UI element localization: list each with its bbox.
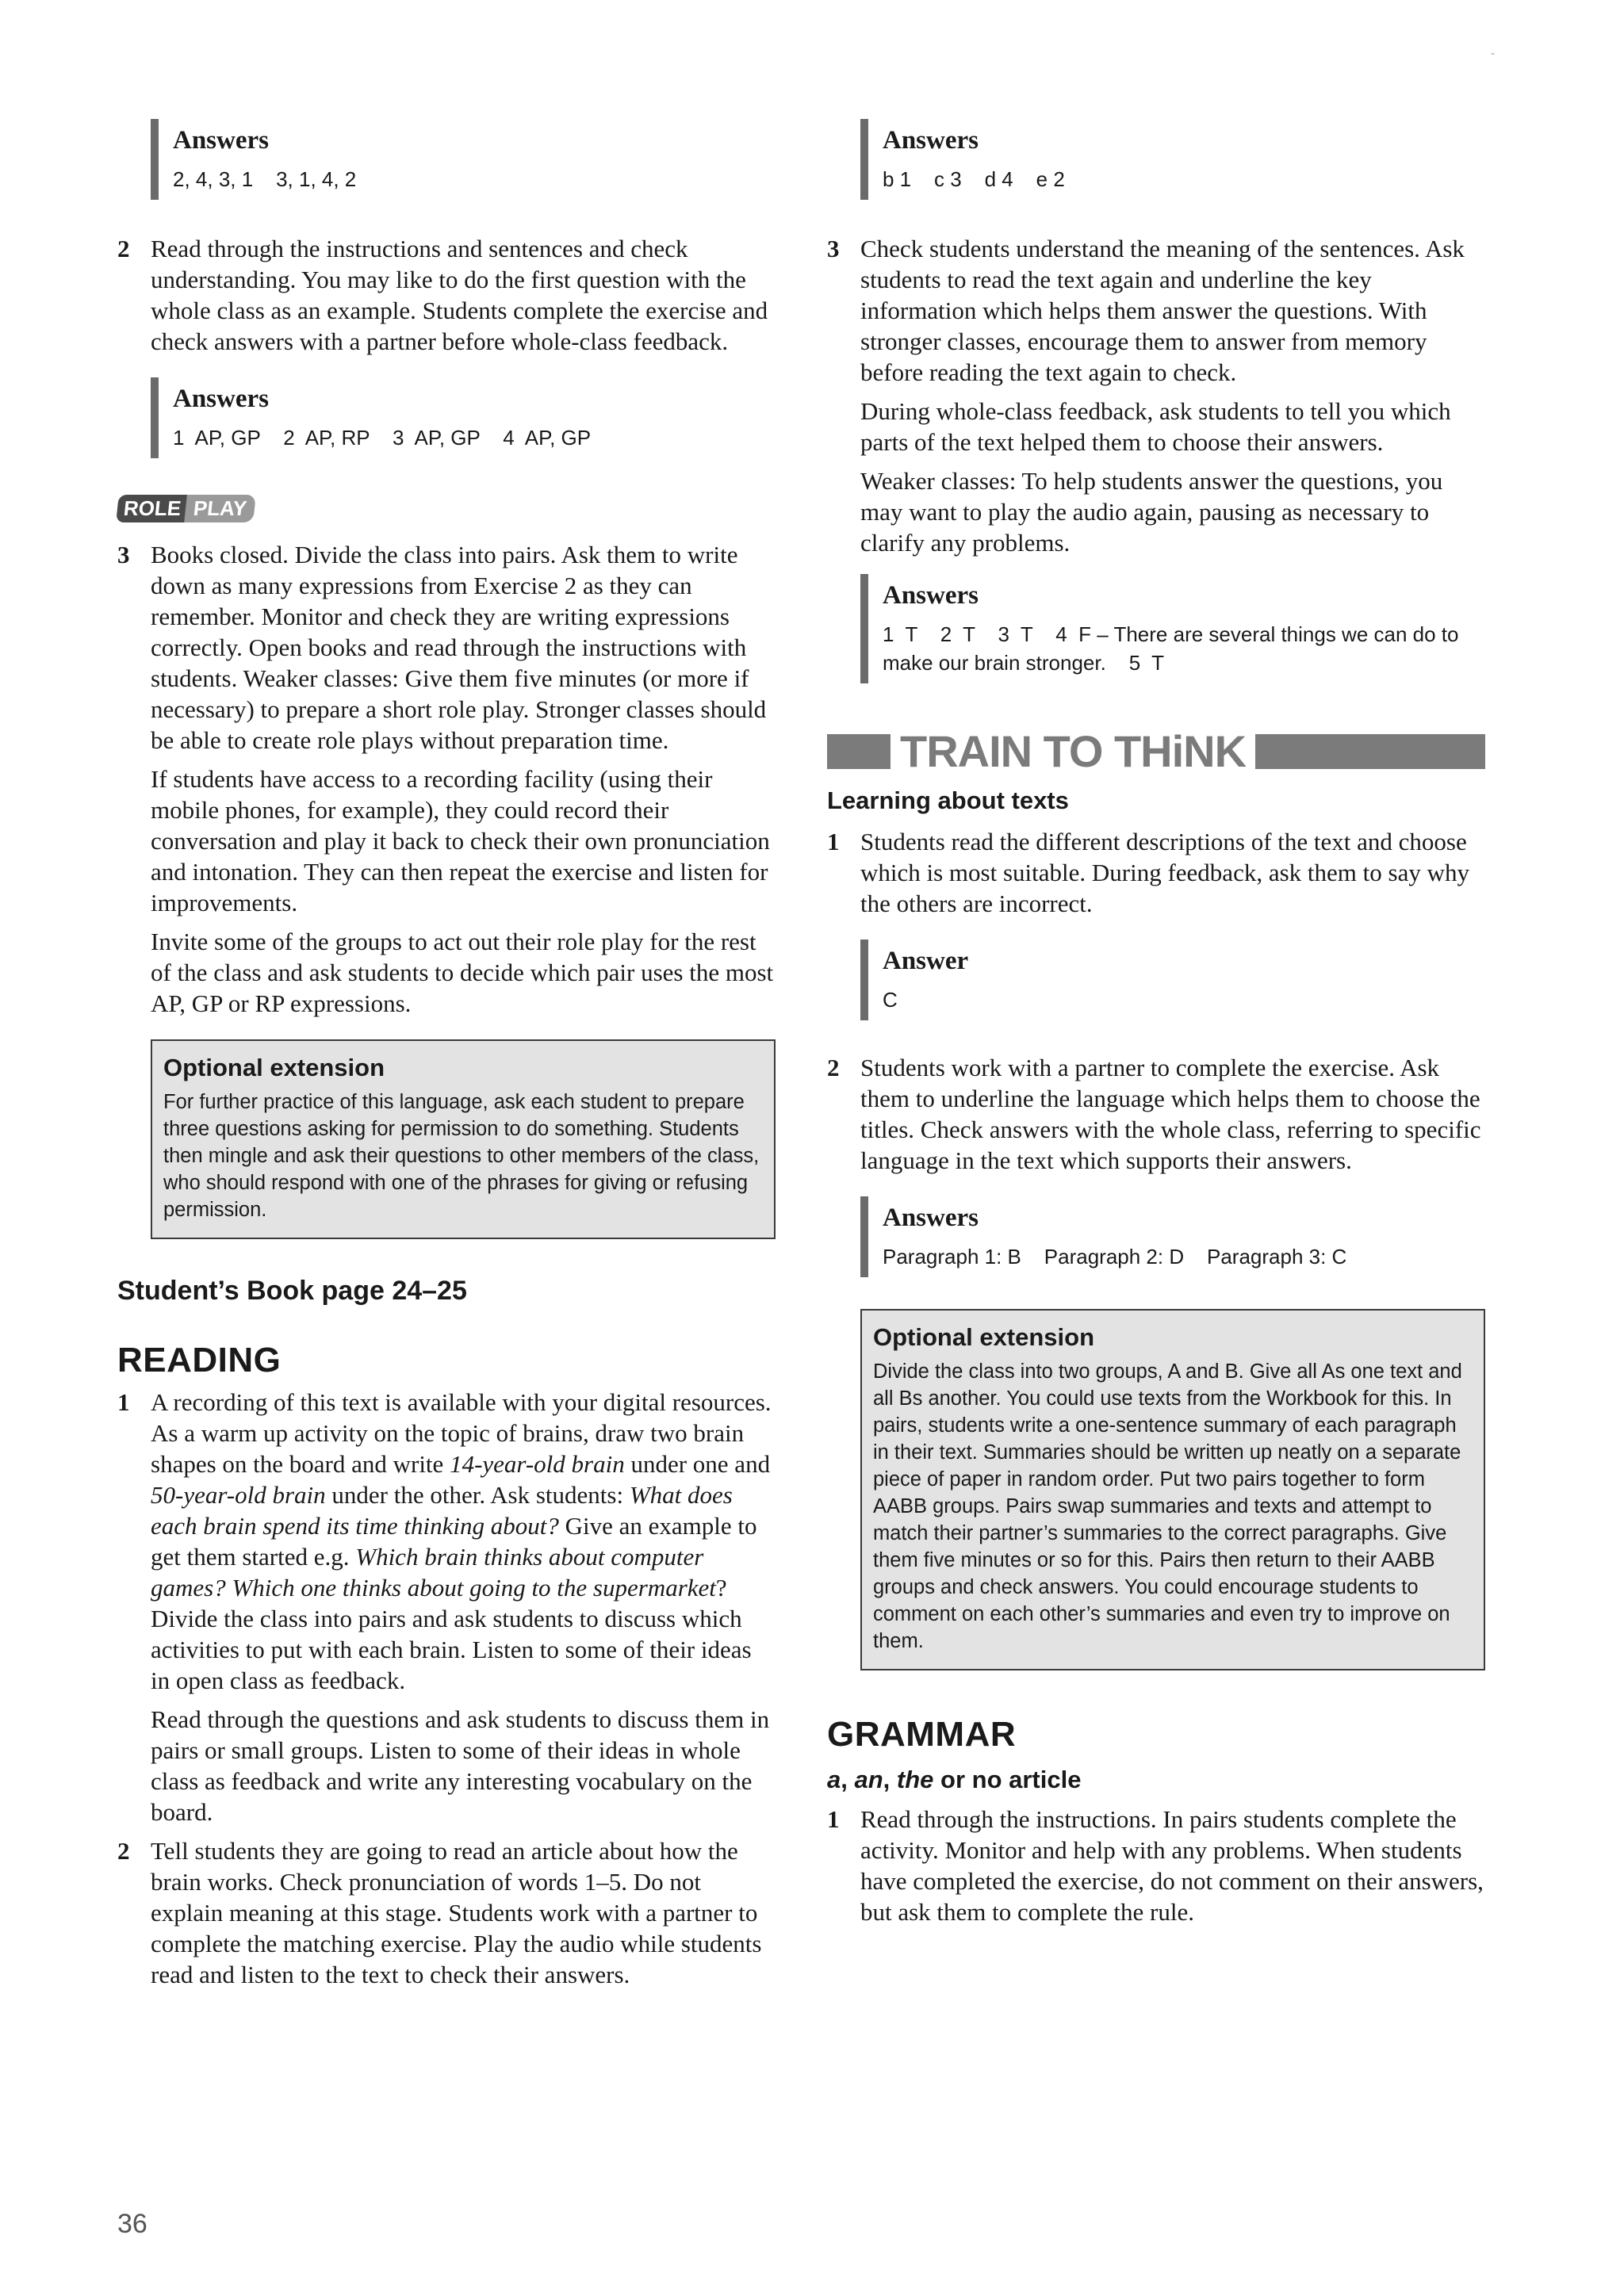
answers-text: Paragraph 1: B Paragraph 2: D Paragraph 3: C — [883, 1245, 1347, 1269]
exercise-item — [117, 539, 776, 1019]
corner-mark: - — [1491, 48, 1496, 60]
optional-extension-box — [860, 1309, 1485, 1670]
optional-extension-heading: Optional extension — [873, 1323, 1095, 1351]
italic-phrase: What does each brain spend its time thinking about? — [151, 1481, 733, 1540]
text-run: under one and — [624, 1450, 771, 1478]
separator: , — [883, 1766, 897, 1793]
answer-heading: Answer — [883, 947, 969, 975]
exercise-item — [827, 1804, 1485, 1927]
item-text: Read through the instructions. In pairs students complete the activity. Monitor and help with any problems. When students have completed the exercise, do not comment on their answers, but ask them to complete the rule. — [860, 1805, 1484, 1926]
exercise-item — [827, 1052, 1485, 1176]
italic-phrase: Which brain thinks about computer games? Which one thinks about going to the supermarket — [151, 1543, 716, 1601]
optional-extension-text: Divide the class into two groups, A and B. Give all As one text and all Bs another. You could use texts from the Workbook for this. In pairs, students write a one-sentence summary of each paragraph in their text. Summaries should be written up neatly on a separate piece of paper in random order. Put two pairs together to form AABB groups. Pairs swap summaries and texts and attempt to match their partner’s summaries to the correct paragraphs. Give them five minutes or so for this. Pairs then return to their AABB groups and check answers. You could encourage students to comment on each other’s summaries and even try to improve on them. — [873, 1360, 1462, 1652]
item-number: 1 — [827, 1805, 840, 1833]
train-to-think-banner — [827, 726, 1485, 776]
text-run: Give an example to get them started e.g. — [151, 1512, 757, 1571]
text-run: ? Divide the class into pairs and ask students to discuss which activities to put with each brain. Listen to some of their ideas in open class as feedback. — [151, 1574, 752, 1694]
answers-text: 2, 4, 3, 1 3, 1, 4, 2 — [173, 167, 357, 191]
answer-box — [860, 939, 1485, 1020]
answers-heading: Answers — [173, 385, 269, 413]
optional-extension-text: For further practice of this language, ask each student to prepare three questions asking for permission to do something. Students then mingle and ask their questions to other members of the class, who should respond with one of the phrases for giving or refusing permission. — [163, 1091, 760, 1221]
article-an: an — [854, 1766, 883, 1793]
item-paragraph: If students have access to a recording facility (using their mobile phones, for example), they could record their conversation and play it back to check their own pronunciation and intonation. They can then repeat the exercise and listen for improvements. — [151, 765, 770, 916]
banner-bar-right — [1255, 734, 1485, 769]
item-number: 1 — [827, 828, 840, 855]
separator: , — [841, 1766, 855, 1793]
item-paragraph: Weaker classes: To help students answer the questions, you may want to play the audio again, pausing as necessary to clarify any problems. — [860, 467, 1443, 557]
item-paragraph: Read through the questions and ask students to discuss them in pairs or small groups. Listen to some of their ideas in whole class as feedback and write any interesting vocabulary on the board. — [151, 1705, 770, 1826]
learning-about-texts-heading: Learning about texts — [827, 786, 1069, 814]
answers-box — [860, 1196, 1485, 1277]
item-number: 3 — [827, 235, 840, 262]
page-number: 36 — [117, 2209, 147, 2239]
item-number: 3 — [117, 541, 130, 568]
item-number: 2 — [827, 1054, 840, 1081]
right-column — [827, 119, 1485, 1935]
exercise-item — [117, 233, 776, 357]
exercise-item — [827, 233, 1485, 558]
exercise-item — [117, 1835, 776, 1990]
answers-text: b 1 c 3 d 4 e 2 — [883, 167, 1065, 191]
item-number: 2 — [117, 235, 130, 262]
answers-heading: Answers — [883, 581, 979, 610]
italic-phrase: 14-year-old brain — [450, 1450, 625, 1478]
answers-heading: Answers — [883, 1203, 979, 1232]
item-text: Tell students they are going to read an article about how the brain works. Check pronunciation of words 1–5. Do not explain meaning at this stage. Students work with a partner to complete the matching exercise. Play the audio while students read and listen to the text to check their answers. — [151, 1837, 762, 1988]
answers-heading: Answers — [883, 126, 979, 155]
section-heading-grammar: GRAMMAR — [827, 1715, 1017, 1754]
answers-text: 1 AP, GP 2 AP, RP 3 AP, GP 4 AP, GP — [173, 426, 592, 450]
role-play-badge-play: PLAY — [184, 495, 256, 522]
banner-bar-left — [827, 734, 891, 769]
optional-extension-box — [151, 1039, 776, 1239]
article-a: a — [827, 1766, 841, 1793]
item-paragraph: Check students understand the meaning of the sentences. Ask students to read the text again and underline the key information which helps them answer the questions. With stronger classes, encourage them to answer from memory before reading the text again to check. — [860, 235, 1465, 386]
optional-extension-heading: Optional extension — [163, 1054, 385, 1081]
item-paragraph: Invite some of the groups to act out their role play for the rest of the class and ask students to decide which pair uses the most AP, GP or RP expressions. — [151, 928, 774, 1017]
exercise-item — [827, 826, 1485, 919]
item-text: Students read the different descriptions of the text and choose which is most suitable. During feedback, ask them to say why the others are incorrect. — [860, 828, 1469, 917]
item-number: 1 — [117, 1388, 130, 1416]
subheading-rest: or no article — [933, 1766, 1082, 1793]
item-number: 2 — [117, 1837, 130, 1865]
italic-phrase: 50-year-old brain — [151, 1481, 326, 1509]
answers-box — [860, 119, 1485, 200]
answer-text: C — [883, 988, 898, 1012]
text-run: A recording of this text is available with your digital resources. As a warm up activity on the topic of brains, draw two brain shapes on the board and write — [151, 1388, 772, 1478]
answers-text: 1 T 2 T 3 T 4 F – There are several things we can do to make our brain stronger. 5 T — [883, 622, 1465, 675]
grammar-subheading — [827, 1764, 1485, 1796]
section-heading-reading: READING — [117, 1341, 282, 1380]
article-the: the — [896, 1766, 934, 1793]
train-to-think-title: TRAIN TO THiNK — [900, 726, 1247, 776]
answers-box — [860, 574, 1485, 683]
item-paragraph: Books closed. Divide the class into pairs. Ask them to write down as many expressions from Exercise 2 as they can remember. Monitor and check they are writing expressions correctly. Open books and read through the instructions with students. Weaker classes: Give them five minutes (or more if necessary) to prepare a short role play. Stronger classes should be able to create role plays without preparation time. — [151, 541, 767, 754]
exercise-item — [117, 1387, 776, 1827]
item-text: Students work with a partner to complete the exercise. Ask them to underline the language which helps them to choose the titles. Check answers with the whole class, referring to specific language in the text which supports their answers. — [860, 1054, 1481, 1174]
answers-heading: Answers — [173, 126, 269, 155]
left-column — [117, 119, 776, 1998]
item-paragraph: During whole-class feedback, ask students to tell you which parts of the text helped them to choose their answers. — [860, 397, 1451, 456]
students-book-page-ref: Student’s Book page 24–25 — [117, 1276, 467, 1306]
role-play-badge — [117, 493, 255, 523]
text-run: under the other. Ask students: — [325, 1481, 630, 1509]
role-play-badge-role: ROLE — [116, 495, 189, 522]
answers-box — [151, 377, 776, 458]
answers-box — [151, 119, 776, 200]
item-paragraph — [151, 1387, 776, 1696]
item-text: Read through the instructions and sentences and check understanding. You may like to do the first question with the whole class as an example. Students complete the exercise and check answers with a partner before whole-class feedback. — [151, 235, 768, 355]
